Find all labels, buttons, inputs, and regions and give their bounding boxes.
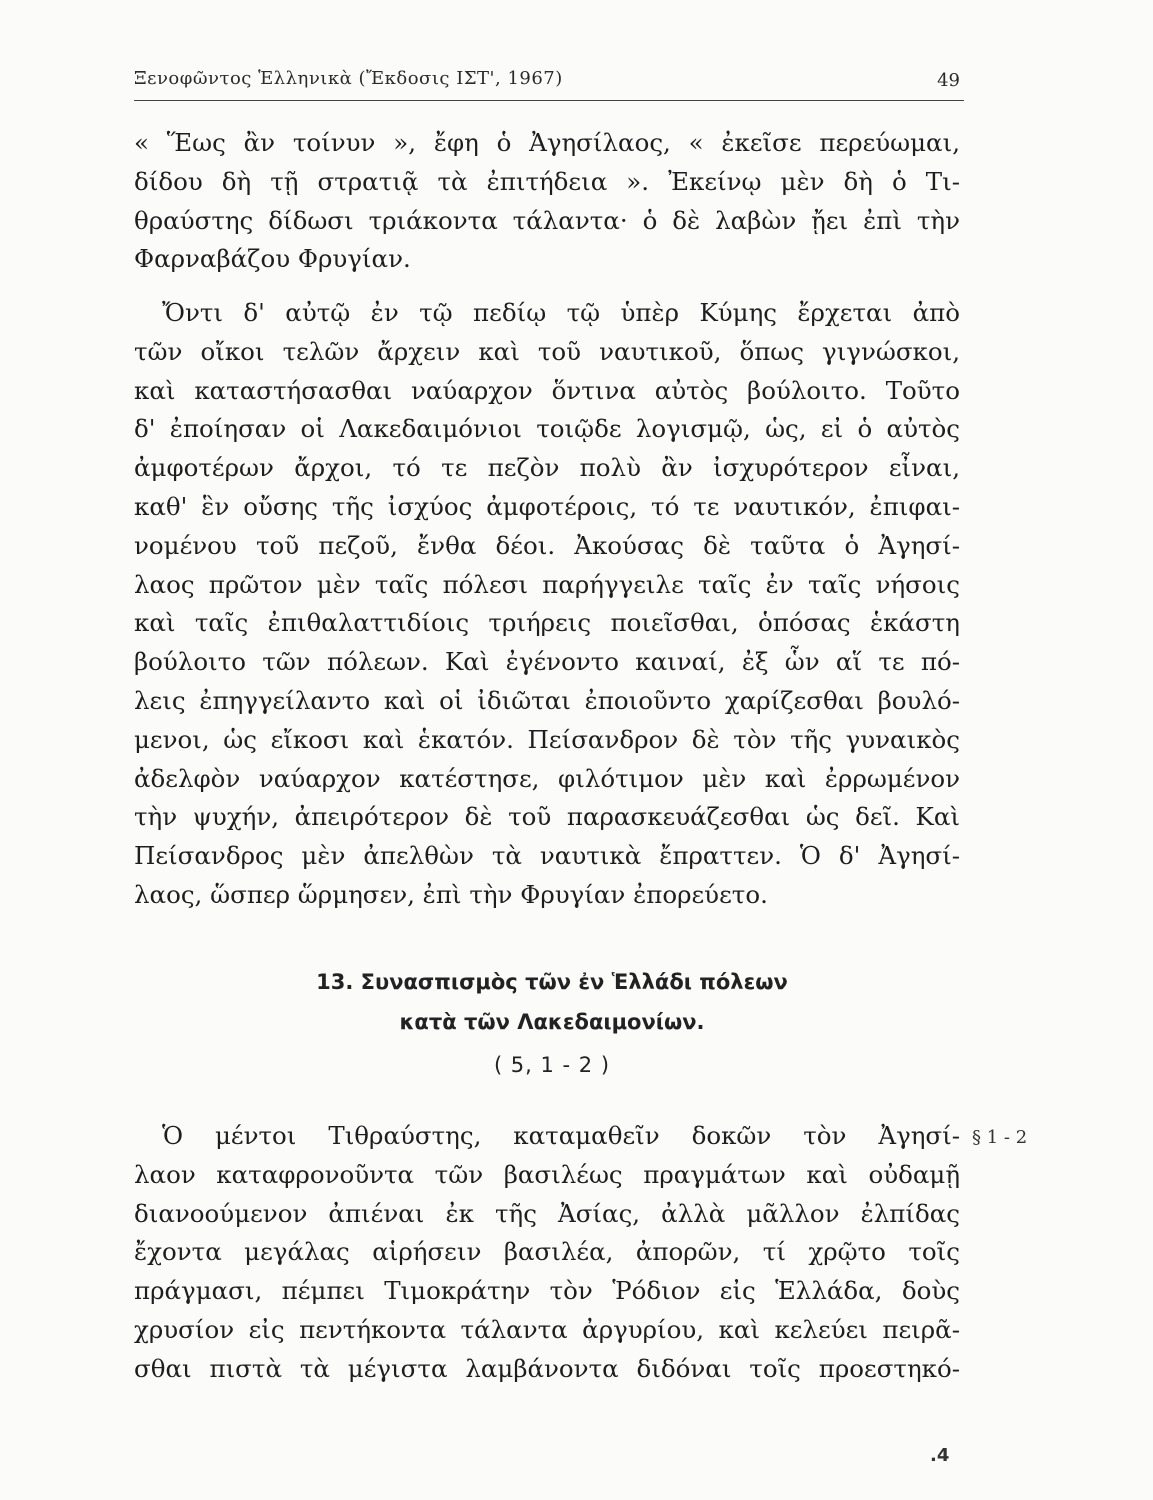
text-line: τῶν οἴκοι τελῶν ἄρχειν καὶ τοῦ ναυτικοῦ, ὅπως γιγνώσκοι, <box>134 336 960 366</box>
text-line: διανοούμενον ἀπιέναι ἐκ τῆς Ἀσίας, ἀλλὰ μᾶλλον ἐλπίδας <box>134 1198 960 1228</box>
signature-mark: .4 <box>930 1445 950 1466</box>
text-line: ἔχοντα μεγάλας αἱρήσειν βασιλέα, ἀπορῶν, τί χρῷτο τοῖς <box>134 1237 960 1267</box>
text-line: Ὄντι δ' αὐτῷ ἐν τῷ πεδίῳ τῷ ὑπὲρ Κύμης ἔρχεται ἀπὸ <box>162 298 960 327</box>
text-line: μενοι, ὡς εἴκοσι καὶ ἑκατόν. Πείσανδρον δὲ τὸν τῆς γυναικὸς <box>134 724 960 754</box>
text-line: λαος πρῶτον μὲν ταῖς πόλεσι παρήγγειλε ταῖς ἐν ταῖς νήσοις <box>134 569 960 599</box>
paragraph-1 <box>134 124 960 279</box>
text-line: θραύστης δίδωσι τριάκοντα τάλαντα· ὁ δὲ λαβὼν ᾔει ἐπὶ τὴν <box>134 205 960 235</box>
text-line: χρυσίον εἰς πεντήκοντα τάλαντα ἀργυρίου, καὶ κελεύει πειρᾶ- <box>134 1314 960 1344</box>
margin-note: § 1 - 2 <box>972 1127 1028 1148</box>
text-line: Ὁ μέντοι Τιθραύστης, καταμαθεῖν δοκῶν τὸν Ἀγησί- <box>162 1121 960 1150</box>
text-line: σθαι πιστὰ τὰ μέγιστα λαμβάνοντα διδόναι τοῖς προεστηκό- <box>134 1353 960 1383</box>
text-line: τὴν ψυχήν, ἀπειρότερον δὲ τοῦ παρασκευάζεσθαι ὡς δεῖ. Καὶ <box>134 802 960 832</box>
text-line: λεις ἐπηγγείλαντο καὶ οἱ ἰδιῶται ἐποιοῦντο χαρίζεσθαι βουλό- <box>134 685 960 715</box>
section-heading-continued: κατὰ τῶν Λακεδαιμονίων. <box>399 1010 705 1034</box>
paragraph-2 <box>134 294 960 915</box>
text-line: δ' ἐποίησαν οἱ Λακεδαιμόνιοι τοιῷδε λογισμῷ, ὡς, εἰ ὁ αὐτὸς <box>134 414 960 444</box>
running-title: Ξενοφῶντος Ἑλληνικὰ (Ἔκδοσις ΙΣΤ', 1967) <box>134 68 563 89</box>
text-line: ἀδελφὸν ναύαρχον κατέστησε, φιλότιμον μὲν καὶ ἐρρωμένον <box>134 763 960 793</box>
text-line: νομένου τοῦ πεζοῦ, ἔνθα δέοι. Ἀκούσας δὲ ταῦτα ὁ Ἀγησί- <box>134 530 960 560</box>
text-line: « Ἕως ἂν τοίνυν », ἔφη ὁ Ἀγησίλαος, « ἐκεῖσε περεύωμαι, <box>134 128 960 157</box>
text-line: λαος, ὥσπερ ὥρμησεν, ἐπὶ τὴν Φρυγίαν ἐπορεύετο. <box>134 879 768 909</box>
text-line: καθ' ἓν οὔσης τῆς ἰσχύος ἀμφοτέροις, τό τε ναυτικόν, ἐπιφαι- <box>134 491 960 521</box>
text-line: πράγμασι, πέμπει Τιμοκράτην τὸν Ῥόδιον εἰς Ἑλλάδα, δοὺς <box>134 1276 960 1306</box>
page-header <box>134 64 964 101</box>
text-line: Πείσανδρος μὲν ἀπελθὼν τὰ ναυτικὰ ἔπραττεν. Ὁ δ' Ἀγησί- <box>134 841 960 871</box>
text-line: Φαρναβάζου Φρυγίαν. <box>134 244 411 274</box>
text-line: ἀμφοτέρων ἄρχοι, τό τε πεζὸν πολὺ ἂν ἰσχυρότερον εἶναι, <box>134 453 960 483</box>
text-line: βούλοιτο τῶν πόλεων. Καὶ ἐγένοντο καιναί, ἐξ ὧν αἵ τε πό- <box>134 647 960 677</box>
text-line: καὶ καταστήσασθαι ναύαρχον ὅντινα αὐτὸς βούλοιτο. Τοῦτο <box>134 375 960 405</box>
section-heading: 13. Συνασπισμὸς τῶν ἐν Ἑλλάδι πόλεων <box>316 970 788 994</box>
text-line: καὶ ταῖς ἐπιθαλαττιδίοις τριήρεις ποιεῖσθαι, ὁπόσας ἑκάστη <box>134 608 960 638</box>
page-number: 49 <box>937 70 960 91</box>
text-line: λαον καταφρονοῦντα τῶν βασιλέως πραγμάτων καὶ οὐδαμῇ <box>134 1159 960 1189</box>
paragraph-3 <box>134 1117 960 1389</box>
text-line: δίδου δὴ τῇ στρατιᾷ τὰ ἐπιτήδεια ». Ἐκείνῳ μὲν δὴ ὁ Τι- <box>134 166 960 196</box>
section-reference: ( 5, 1 - 2 ) <box>493 1053 611 1077</box>
